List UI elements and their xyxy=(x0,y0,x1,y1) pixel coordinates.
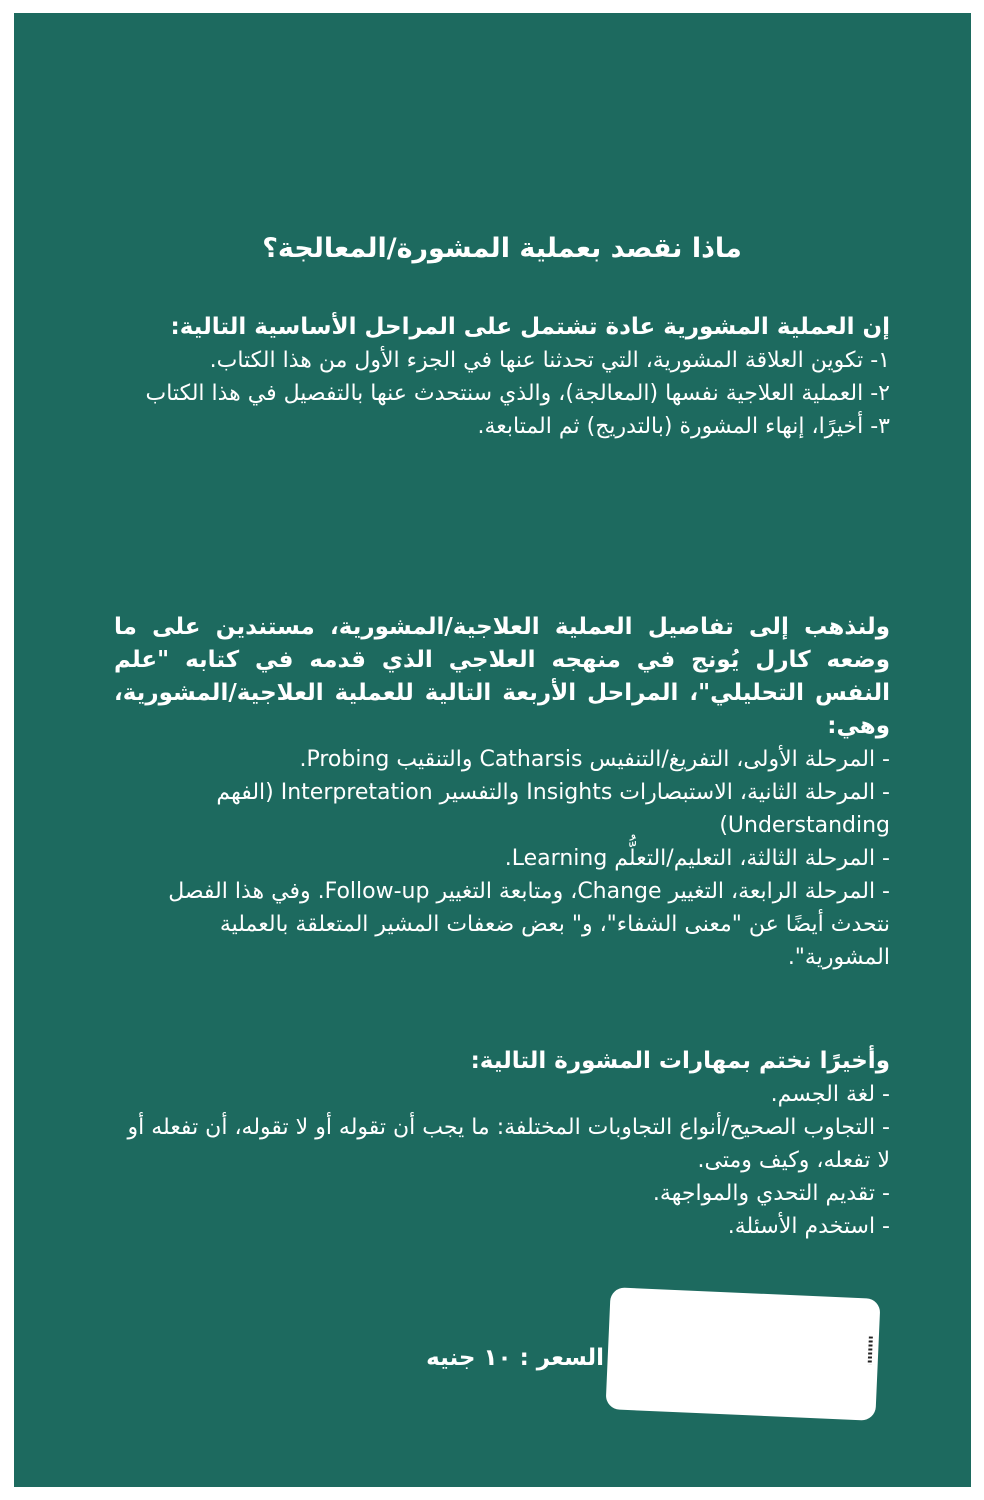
list-item: - لغة الجسم. xyxy=(770,1082,890,1107)
section-jung xyxy=(114,611,890,974)
list-item: - المرحلة الأولى، التفريغ/التنفيس Catharsis والتنقيب Probing. xyxy=(299,747,890,772)
list-item: - تقديم التحدي والمواجهة. xyxy=(652,1181,890,1206)
section-stages xyxy=(114,311,890,443)
list-item: - المرحلة الرابعة، التغيير Change، ومتابعة التغيير Follow-up. وفي هذا الفصل نتحدث أيضًا عن "معنى الشفاء"، و" بعض ضعفات المشير المتعلقة بالعملية المشورية". xyxy=(168,879,890,970)
list-item: ٢- العملية العلاجية نفسها (المعالجة)، والذي سنتحدث عنها بالتفصيل في هذا الكتاب xyxy=(145,381,890,406)
back-cover xyxy=(14,13,971,1487)
list-item: - المرحلة الثالثة، التعليم/التعلُّم Learning. xyxy=(504,846,890,871)
list-item: - المرحلة الثانية، الاستبصارات Insights والتفسير Interpretation (الفهم Understanding) xyxy=(216,780,890,838)
price-label: السعر : ١٠ جنيه xyxy=(426,1345,604,1371)
section-skills-intro: وأخيرًا نختم بمهارات المشورة التالية: xyxy=(470,1048,890,1074)
list-item: - التجاوب الصحيح/أنواع التجاوبات المختلفة: ما يجب أن تقوله أو لا تقوله، أن تفعله أو لا تفعله، وكيف ومتى. xyxy=(127,1115,890,1173)
section-stages-intro: إن العملية المشورية عادة تشتمل على المراحل الأساسية التالية: xyxy=(170,314,890,340)
barcode-mark xyxy=(868,1336,873,1364)
section-skills xyxy=(114,1045,890,1243)
page-title: ماذا نقصد بعملية المشورة/المعالجة؟ xyxy=(262,233,742,264)
barcode-sticker xyxy=(605,1287,880,1421)
section-jung-intro: ولنذهب إلى تفاصيل العملية العلاجية/المشورية، مستندين على ما وضعه كارل يُونج في منهجه العلاجي الذي قدمه في كتابه "علم النفس التحليلي"، المراحل الأربعة التالية للعملية العلاجية/المشورية، وهي: xyxy=(114,614,890,739)
list-item: - استخدم الأسئلة. xyxy=(727,1214,890,1239)
list-item: ٣- أخيرًا، إنهاء المشورة (بالتدريج) ثم المتابعة. xyxy=(477,414,890,439)
list-item: ١- تكوين العلاقة المشورية، التي تحدثنا عنها في الجزء الأول من هذا الكتاب. xyxy=(209,348,890,373)
